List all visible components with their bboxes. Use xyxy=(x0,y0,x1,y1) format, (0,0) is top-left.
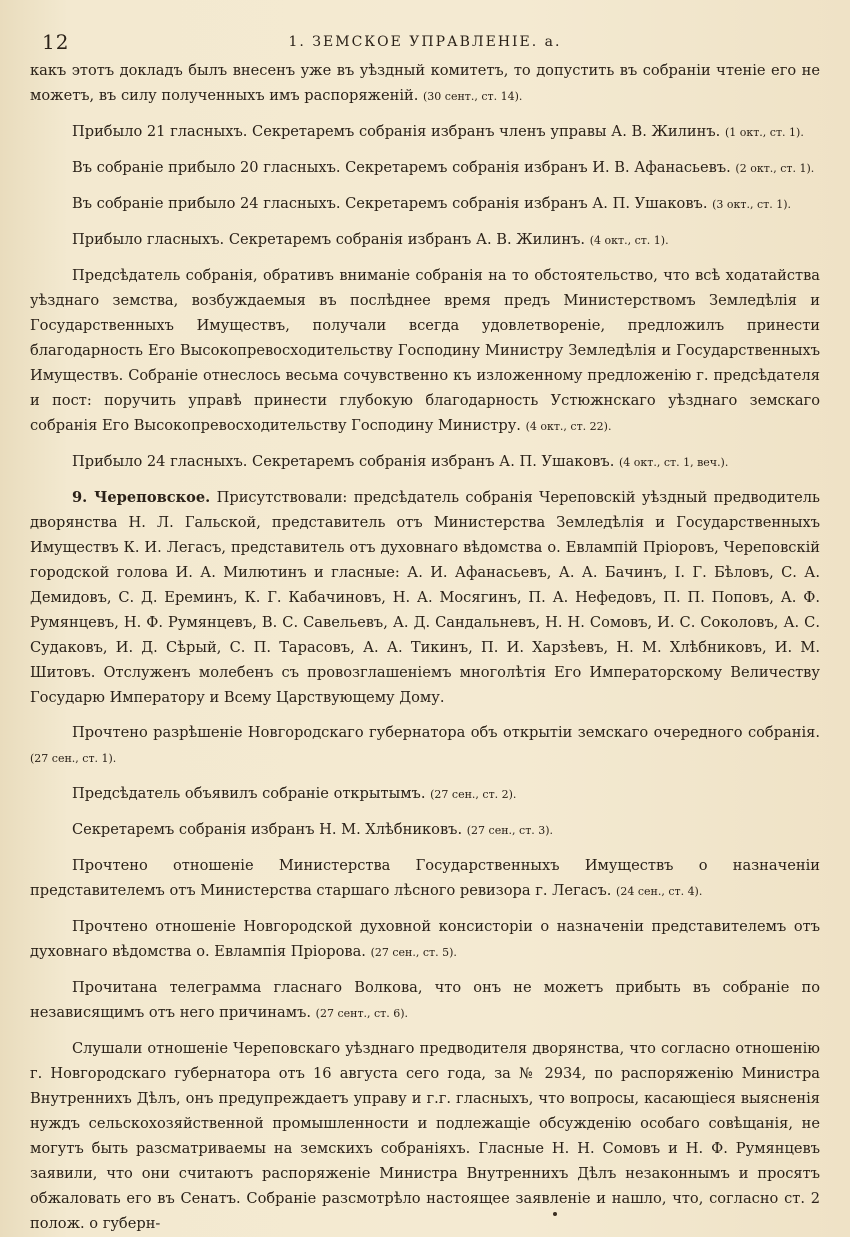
paragraph: Прибыло 24 гласныхъ. Секретаремъ собранія избранъ А. П. Ушаковъ. (4 окт., ст. 1, веч.). xyxy=(72,453,729,470)
reference: (27 сен., ст. 1). xyxy=(30,752,117,765)
section-heading: 9. Череповское. xyxy=(72,489,211,506)
paragraph: Прочтено отношеніе Министерства Государственныхъ Имуществъ о назначеніи представителемъ отъ Министерства старшаго лѣсного ревизора г. Легасъ. (24 сен., ст. 4). xyxy=(30,857,820,899)
paragraph: Секретаремъ собранія избранъ Н. М. Хлѣбниковъ. (27 сен., ст. 3). xyxy=(72,821,554,838)
page-header xyxy=(30,24,820,58)
page-number: 12 xyxy=(42,30,70,54)
paragraph: Въ собраніе прибыло 24 гласныхъ. Секретаремъ собранія избранъ А. П. Ушаковъ. (3 окт., ст. 1). xyxy=(72,195,791,212)
reference: (1 окт., ст. 1). xyxy=(724,126,804,139)
reference: (27 сент., ст. 6). xyxy=(315,1007,409,1020)
paragraph: Предсѣдатель собранія, обративъ вниманіе собранія на то обстоятельство, что всѣ ходатайства уѣзднаго земства, возбуждаемыя въ послѣднее время предъ Министерствомъ Земледѣлія и Государственныхъ Имуществъ, получали всегда удовлетвореніе, предложилъ принести благодарность Его Высокопревосходительству Господину Министру Земледѣлія и Государственныхъ Имуществъ. Собраніе отнеслось весьма сочувственно къ изложенному предложенію г. предсѣдателя и пост: поручить управѣ принести глубокую благодарность Устюжнскаго уѣзднаго земскаго собранія Его Высокопревосходительству Господину Министру. (4 окт., ст. 22). xyxy=(30,267,820,434)
reference: (27 сен., ст. 3). xyxy=(466,824,554,837)
reference: (4 окт., ст. 22). xyxy=(525,420,612,433)
paragraph: Предсѣдатель объявилъ собраніе открытымъ. (27 сен., ст. 2). xyxy=(72,785,517,802)
ink-speck xyxy=(553,1212,557,1216)
reference: (30 сент., ст. 14). xyxy=(423,90,523,103)
paragraph: Въ собраніе прибыло 20 гласныхъ. Секретаремъ собранія избранъ И. В. Афанасьевъ. (2 окт., ст. 1). xyxy=(72,159,815,176)
reference: (4 окт., ст. 1). xyxy=(589,234,669,247)
paragraph: Прочтено разрѣшеніе Новгородскаго губернатора объ открытіи земскаго очередного собранія. (27 сен., ст. 1). xyxy=(30,724,820,765)
paragraph: какъ этотъ докладъ былъ внесенъ уже въ уѣздный комитетъ, то допустить въ собраніи чтеніе его не можетъ, въ силу полученныхъ имъ распоряженій. (30 сент., ст. 14). xyxy=(30,62,820,104)
paragraph: Слушали отношеніе Череповскаго уѣзднаго предводителя дворянства, что согласно отношенію г. Новгородскаго губернатора отъ 16 августа сего года, за № 2934, по распоряженію Министра Внутреннихъ Дѣлъ, онъ предупреждаетъ управу и г.г. гласныхъ, что вопросы, касающіеся выясненія нуждъ сельскохозяйственной промышленности и подлежащіе обсужденію особаго совѣщанія, не могутъ быть разсматриваемы на земскихъ собраніяхъ. Гласные Н. Н. Сомовъ и Н. Ф. Румянцевъ заявили, что они считаютъ распоряженіе Министра Внутреннихъ Дѣлъ незаконнымъ и просятъ обжаловать его въ Сенатъ. Собраніе разсмотрѣло настоящее заявленіе и нашло, что, согласно ст. 2 полож. о губерн- xyxy=(30,1040,820,1232)
reference: (3 окт., ст. 1). xyxy=(712,198,791,211)
paragraph: Прочитана телеграмма гласнаго Волкова, что онъ не можетъ прибыть въ собраніе по независящимъ отъ него причинамъ. (27 сент., ст. 6). xyxy=(30,979,820,1021)
reference: (4 окт., ст. 1, веч.). xyxy=(619,456,729,469)
reference: (2 окт., ст. 1). xyxy=(735,162,815,175)
running-title: 1. ЗЕМСКОЕ УПРАВЛЕНІЕ. а. xyxy=(288,34,562,50)
district-section: 9. Череповское. Присутствовали: предсѣдатель собранія Череповскій уѣздный предводитель дворянства Н. Л. Гальской, представитель отъ Министерства Земледѣлія и Государственныхъ Имуществъ К. И. Легасъ, представитель отъ духовнаго вѣдомства о. Евлампій Пріоровъ, Череповскій городской голова И. А. Милютинъ и гласные: А. И. Афанасьевъ, А. А. Бачинъ, І. Г. Бѣловъ, С. А. Демидовъ, С. Д. Ереминъ, К. Г. Кабачиновъ, Н. А. Мосягинъ, П. А. Нефедовъ, П. П. Поповъ, А. Ф. Румянцевъ, Н. Ф. Румянцевъ, В. С. Савельевъ, А. Д. Сандальневъ, Н. Н. Сомовъ, И. С. Соколовъ, А. С. Судаковъ, И. Д. Сѣрый, С. П. Тарасовъ, А. А. Тикинъ, П. И. Харзѣевъ, Н. М. Хлѣбниковъ, И. М. Шитовъ. Отслуженъ молебенъ съ провозглашеніемъ многолѣтія Его Императорскому Величеству Государю Императору и Всему Царствующему Дому. xyxy=(30,489,820,706)
reference: (27 сен., ст. 5). xyxy=(370,946,457,959)
paragraph: Прибыло 21 гласныхъ. Секретаремъ собранія избранъ членъ управы А. В. Жилинъ. (1 окт., ст. 1). xyxy=(72,123,804,140)
reference: (24 сен., ст. 4). xyxy=(616,885,703,898)
reference: (27 сен., ст. 2). xyxy=(430,788,517,801)
paragraph: Прибыло гласныхъ. Секретаремъ собранія избранъ А. В. Жилинъ. (4 окт., ст. 1). xyxy=(72,231,669,248)
paragraph: Прочтено отношеніе Новгородской духовной консисторіи о назначеніи представителемъ отъ духовнаго вѣдомства о. Евлампія Пріорова. (27 сен., ст. 5). xyxy=(30,918,820,960)
